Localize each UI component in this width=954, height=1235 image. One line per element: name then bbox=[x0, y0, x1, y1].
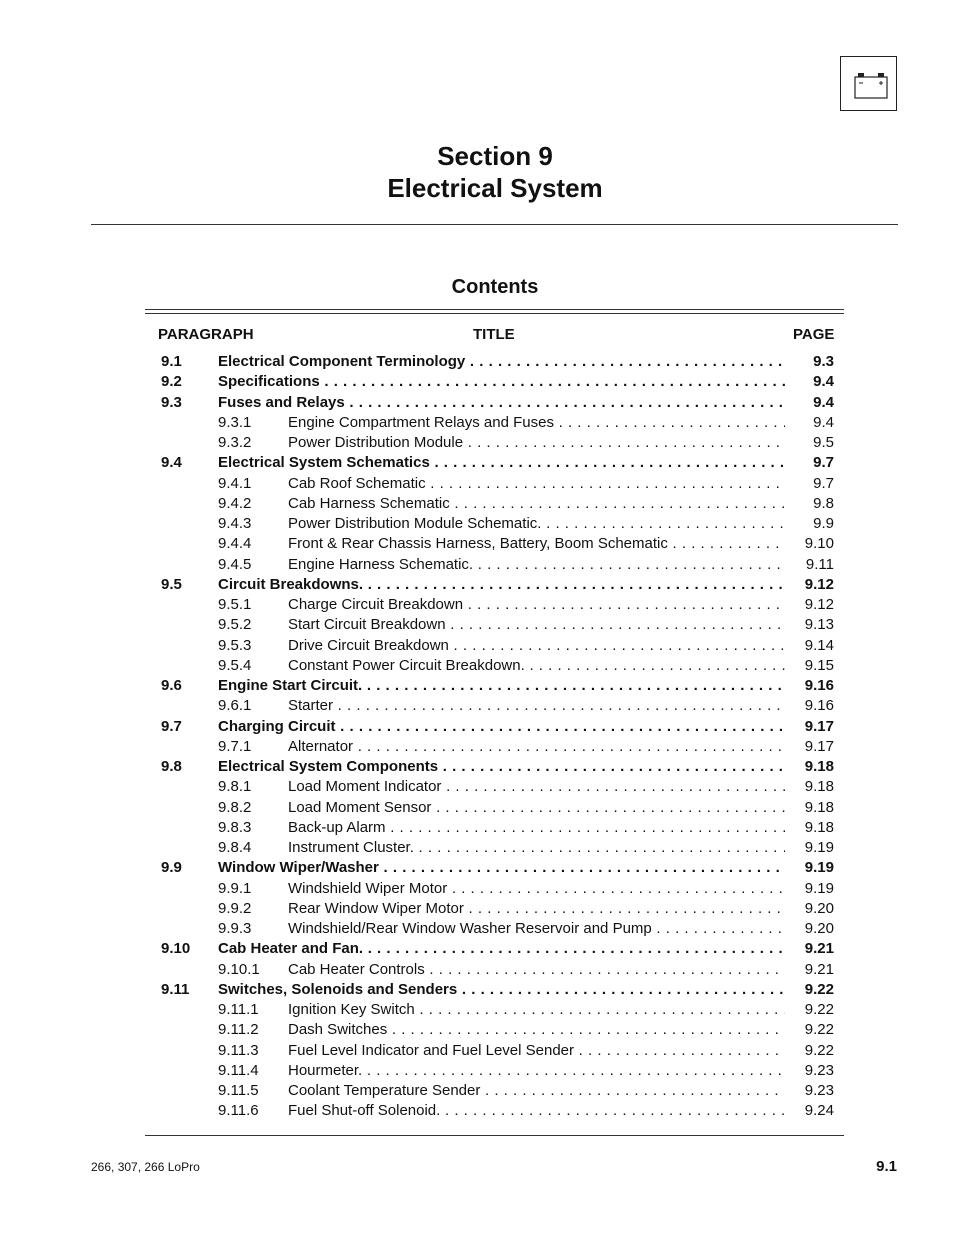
toc-paragraph-number: 9.11 bbox=[161, 980, 190, 998]
toc-entry-title: Windshield/Rear Window Washer Reservoir and Pump . . . bbox=[288, 919, 785, 939]
toc-row bbox=[0, 757, 954, 777]
toc-page-number: 9.10 bbox=[804, 535, 834, 553]
toc-page-number: 9.23 bbox=[804, 1082, 834, 1099]
toc-paragraph-number: 9.6 bbox=[161, 677, 182, 694]
toc-page-number: 9.18 bbox=[804, 818, 834, 836]
toc-entry-title: Power Distribution Module . . . bbox=[288, 433, 785, 453]
toc-paragraph-number: 9.8.3 bbox=[218, 818, 252, 836]
toc-row bbox=[0, 636, 954, 656]
toc-page-number: 9.16 bbox=[804, 697, 834, 715]
toc-paragraph-number: 9.8.1 bbox=[218, 778, 252, 796]
toc-row bbox=[0, 595, 954, 615]
toc-page-number: 9.18 bbox=[804, 778, 834, 796]
toc-row bbox=[0, 676, 954, 696]
toc-page-number: 9.18 bbox=[804, 758, 834, 775]
toc-paragraph-number: 9.10.1 bbox=[218, 960, 260, 978]
toc-row bbox=[0, 879, 954, 899]
toc-entry-title: Fuel Level Indicator and Fuel Level Sender . . . bbox=[288, 1041, 785, 1061]
toc-entry-title: Alternator . . . bbox=[288, 737, 785, 757]
toc-entry-title: Load Moment Indicator . . . bbox=[288, 777, 785, 797]
toc-row bbox=[0, 555, 954, 575]
toc-page-number: 9.4 bbox=[813, 413, 834, 431]
toc-entry-title: Instrument Cluster. . . . bbox=[288, 838, 785, 858]
toc-row bbox=[0, 494, 954, 514]
toc-paragraph-number: 9.3.1 bbox=[218, 413, 252, 431]
toc-entry-title: Cab Roof Schematic . . . bbox=[288, 474, 785, 494]
toc-paragraph-number: 9.7 bbox=[161, 717, 182, 735]
toc-row bbox=[0, 960, 954, 980]
toc-paragraph-number: 9.11.3 bbox=[218, 1041, 259, 1059]
toc-row bbox=[0, 352, 954, 372]
toc-entry-title: Electrical System Components . . . bbox=[218, 757, 785, 777]
toc-page-number: 9.17 bbox=[804, 717, 834, 735]
toc-entry-title: Dash Switches . . . bbox=[288, 1020, 785, 1040]
toc-row bbox=[0, 798, 954, 818]
toc-page-number: 9.12 bbox=[804, 575, 834, 593]
toc-paragraph-number: 9.5.1 bbox=[218, 596, 252, 613]
contents-heading: Contents bbox=[451, 276, 539, 298]
toc-row bbox=[0, 939, 954, 959]
toc-paragraph-number: 9.4.4 bbox=[218, 535, 252, 553]
toc-paragraph-number: 9.3 bbox=[161, 393, 182, 411]
toc-page-number: 9.11 bbox=[805, 555, 834, 573]
toc-page-number: 9.21 bbox=[804, 960, 834, 978]
toc-page-number: 9.23 bbox=[804, 1061, 834, 1079]
toc-paragraph-number: 9.9.1 bbox=[218, 879, 252, 897]
toc-page-number: 9.17 bbox=[804, 737, 834, 755]
toc-row bbox=[0, 1041, 954, 1061]
toc-row bbox=[0, 1101, 954, 1121]
toc-page-number: 9.18 bbox=[804, 798, 834, 816]
toc-page-number: 9.4 bbox=[813, 373, 834, 391]
toc-paragraph-number: 9.5 bbox=[161, 575, 182, 593]
toc-page-number: 9.22 bbox=[804, 1021, 834, 1039]
toc-entry-title: Front & Rear Chassis Harness, Battery, Boom Schematic . . . bbox=[288, 534, 785, 554]
toc-page-number: 9.3 bbox=[813, 353, 834, 370]
contents-bottom-rule bbox=[145, 1135, 844, 1136]
toc-page-number: 9.8 bbox=[813, 494, 834, 512]
toc-page-number: 9.20 bbox=[804, 899, 834, 917]
toc-entry-title: Specifications . . . bbox=[218, 372, 785, 392]
page-title-block bbox=[0, 140, 954, 204]
toc-page-number: 9.12 bbox=[804, 596, 834, 613]
toc-entry-title: Circuit Breakdowns. . . . bbox=[218, 575, 785, 595]
toc-page-number: 9.5 bbox=[813, 434, 834, 451]
toc-entry-title: Charge Circuit Breakdown . . . bbox=[288, 595, 785, 615]
toc-paragraph-number: 9.8.4 bbox=[218, 839, 252, 856]
toc-row bbox=[0, 838, 954, 858]
toc-paragraph-number: 9.11.1 bbox=[218, 1001, 259, 1018]
toc-row bbox=[0, 453, 954, 473]
toc-entry-title: Charging Circuit . . . bbox=[218, 717, 785, 737]
toc-row bbox=[0, 899, 954, 919]
toc-entry-title: Engine Start Circuit. . . . bbox=[218, 676, 785, 696]
toc-entry-title: Switches, Solenoids and Senders . . . bbox=[218, 980, 785, 1000]
contents-top-rule-2 bbox=[145, 313, 844, 314]
toc-row bbox=[0, 1061, 954, 1081]
toc-paragraph-number: 9.7.1 bbox=[218, 737, 252, 755]
toc-paragraph-number: 9.4.3 bbox=[218, 515, 252, 532]
toc-page-number: 9.16 bbox=[804, 677, 834, 694]
toc-paragraph-number: 9.11.6 bbox=[218, 1102, 259, 1120]
toc-page-number: 9.14 bbox=[804, 636, 834, 654]
toc-page-number: 9.19 bbox=[804, 839, 834, 856]
toc-row bbox=[0, 534, 954, 554]
toc-paragraph-number: 9.9.3 bbox=[218, 920, 252, 937]
footer-page-number: 9.1 bbox=[876, 1158, 897, 1175]
section-number: Section 9 bbox=[437, 141, 553, 171]
toc-paragraph-number: 9.11.5 bbox=[218, 1082, 259, 1099]
toc-row bbox=[0, 514, 954, 534]
toc-paragraph-number: 9.11.4 bbox=[218, 1061, 259, 1079]
toc-row bbox=[0, 474, 954, 494]
toc-row bbox=[0, 372, 954, 392]
toc-paragraph-number: 9.4.1 bbox=[218, 474, 252, 492]
toc-row bbox=[0, 696, 954, 716]
toc-paragraph-number: 9.4 bbox=[161, 454, 182, 472]
toc-row bbox=[0, 413, 954, 433]
toc-entry-title: Ignition Key Switch . . . bbox=[288, 1000, 785, 1020]
battery-icon bbox=[852, 71, 888, 99]
toc-row bbox=[0, 393, 954, 413]
toc-page-number: 9.7 bbox=[813, 474, 834, 492]
toc-page-number: 9.22 bbox=[804, 1001, 834, 1018]
toc-entry-title: Engine Compartment Relays and Fuses . . . bbox=[288, 413, 785, 433]
toc-entry-title: Starter . . . bbox=[288, 696, 785, 716]
toc-paragraph-number: 9.8 bbox=[161, 758, 182, 775]
toc-row bbox=[0, 737, 954, 757]
toc-entry-title: Fuel Shut-off Solenoid. . . . bbox=[288, 1101, 785, 1121]
toc-page-number: 9.7 bbox=[813, 454, 834, 472]
toc-page-number: 9.19 bbox=[804, 859, 834, 877]
toc-paragraph-number: 9.4.2 bbox=[218, 494, 252, 512]
toc-entry-title: Cab Heater and Fan. . . . bbox=[218, 939, 785, 959]
toc-row bbox=[0, 433, 954, 453]
toc-entry-title: Drive Circuit Breakdown . . . bbox=[288, 636, 785, 656]
column-header-title: TITLE bbox=[473, 326, 515, 343]
toc-entry-title: Cab Heater Controls . . . bbox=[288, 960, 785, 980]
toc-paragraph-number: 9.9.2 bbox=[218, 899, 252, 917]
toc-entry-title: Fuses and Relays . . . bbox=[218, 393, 785, 413]
toc-row bbox=[0, 1020, 954, 1040]
table-of-contents bbox=[0, 352, 954, 1122]
toc-entry-title: Start Circuit Breakdown . . . bbox=[288, 615, 785, 635]
toc-entry-title: Engine Harness Schematic. . . . bbox=[288, 555, 785, 575]
toc-paragraph-number: 9.3.2 bbox=[218, 434, 252, 451]
toc-row bbox=[0, 818, 954, 838]
toc-entry-title: Coolant Temperature Sender . . . bbox=[288, 1081, 785, 1101]
toc-row bbox=[0, 717, 954, 737]
toc-page-number: 9.9 bbox=[813, 515, 834, 532]
column-header-page: PAGE bbox=[793, 326, 835, 343]
toc-entry-title: Rear Window Wiper Motor . . . bbox=[288, 899, 785, 919]
toc-page-number: 9.13 bbox=[804, 616, 834, 634]
toc-paragraph-number: 9.8.2 bbox=[218, 798, 252, 816]
toc-page-number: 9.20 bbox=[804, 920, 834, 937]
toc-entry-title: Window Wiper/Washer . . . bbox=[218, 858, 785, 878]
contents-top-rule-1 bbox=[145, 309, 844, 310]
toc-page-number: 9.4 bbox=[813, 393, 834, 411]
toc-paragraph-number: 9.4.5 bbox=[218, 555, 252, 573]
toc-paragraph-number: 9.5.2 bbox=[218, 616, 252, 634]
toc-paragraph-number: 9.5.4 bbox=[218, 656, 252, 674]
toc-paragraph-number: 9.1 bbox=[161, 353, 182, 370]
toc-paragraph-number: 9.10 bbox=[161, 940, 191, 958]
toc-row bbox=[0, 919, 954, 939]
toc-paragraph-number: 9.11.2 bbox=[218, 1021, 259, 1039]
toc-entry-title: Constant Power Circuit Breakdown. . . . bbox=[288, 656, 785, 676]
toc-page-number: 9.22 bbox=[804, 1041, 834, 1059]
toc-page-number: 9.22 bbox=[804, 980, 834, 998]
toc-entry-title: Power Distribution Module Schematic. . . . bbox=[288, 514, 785, 534]
toc-entry-title: Load Moment Sensor . . . bbox=[288, 798, 785, 818]
toc-row bbox=[0, 656, 954, 676]
toc-paragraph-number: 9.6.1 bbox=[218, 697, 252, 715]
section-icon-box bbox=[840, 56, 897, 111]
toc-entry-title: Cab Harness Schematic . . . bbox=[288, 494, 785, 514]
toc-entry-title: Hourmeter. . . . bbox=[288, 1061, 785, 1081]
toc-row bbox=[0, 1000, 954, 1020]
toc-entry-title: Back-up Alarm . . . bbox=[288, 818, 785, 838]
title-divider bbox=[91, 224, 898, 225]
toc-row bbox=[0, 615, 954, 635]
toc-row bbox=[0, 858, 954, 878]
section-title: Electrical System bbox=[387, 173, 603, 203]
toc-page-number: 9.19 bbox=[804, 879, 834, 897]
toc-entry-title: Electrical System Schematics . . . bbox=[218, 453, 785, 473]
column-header-paragraph: PARAGRAPH bbox=[158, 326, 254, 343]
toc-paragraph-number: 9.5.3 bbox=[218, 636, 252, 654]
toc-paragraph-number: 9.9 bbox=[161, 859, 182, 877]
toc-entry-title: Electrical Component Terminology . . . bbox=[218, 352, 785, 372]
toc-page-number: 9.21 bbox=[804, 940, 834, 958]
toc-page-number: 9.24 bbox=[804, 1102, 834, 1120]
toc-row bbox=[0, 575, 954, 595]
toc-row bbox=[0, 777, 954, 797]
toc-page-number: 9.15 bbox=[804, 656, 834, 674]
toc-entry-title: Windshield Wiper Motor . . . bbox=[288, 879, 785, 899]
footer-models: 266, 307, 266 LoPro bbox=[91, 1160, 200, 1174]
toc-paragraph-number: 9.2 bbox=[161, 373, 182, 391]
toc-row bbox=[0, 980, 954, 1000]
toc-row bbox=[0, 1081, 954, 1101]
